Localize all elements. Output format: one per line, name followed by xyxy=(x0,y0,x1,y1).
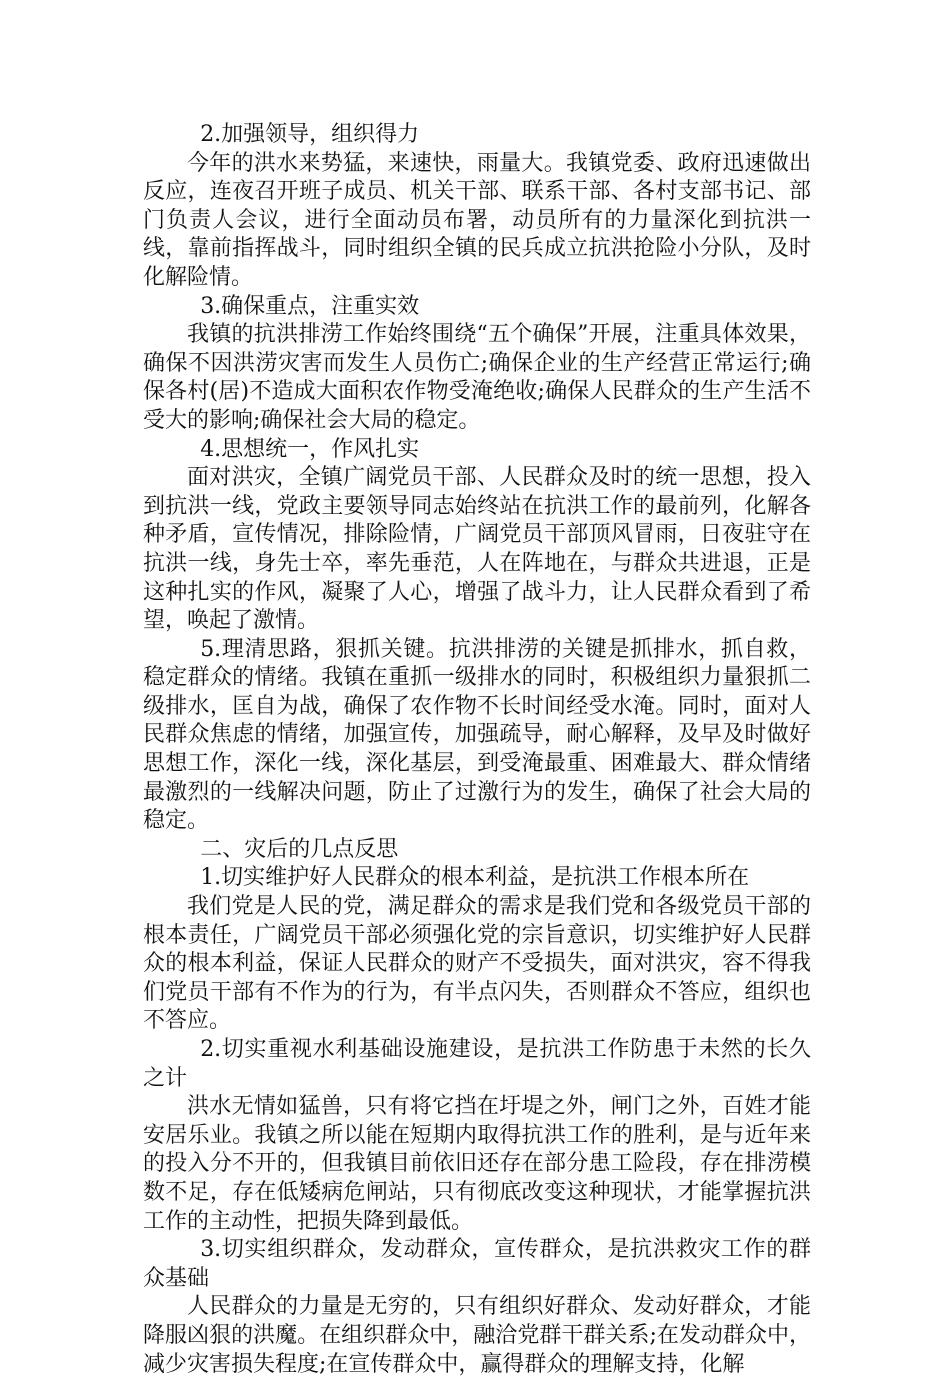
document-body xyxy=(143,121,811,1379)
body-paragraph: 我们党是人民的党，满足群众的需求是我们党和各级党员干部的根本责任，广阔党员干部必须强化党的宗旨意识，切实维护好人民群众的根本利益，保证人民群众的财产不受损失，面对洪灾，容不得我们党员干部有不作为的行为，有半点闪失，否则群众不答应，组织也不答应。 xyxy=(143,894,811,1034)
body-paragraph: 洪水无情如猛兽，只有将它挡在圩堤之外，闸门之外，百姓才能安居乐业。我镇之所以能在短期内取得抗洪工作的胜利，是与近年来的投入分不开的，但我镇目前依旧还存在部分患工险段，存在排涝模数不足，存在低矮病危闸站，只有彻底改变这种现状，才能掌握抗洪工作的主动性，把损失降到最低。 xyxy=(143,1094,811,1234)
section-heading: 二、灾后的几点反思 xyxy=(200,836,399,862)
section-heading: 3.确保重点，注重实效 xyxy=(200,293,420,319)
body-paragraph: 人民群众的力量是无穷的，只有组织好群众、发动好群众，才能降服凶狠的洪魔。在组织群众中，融洽党群干群关系;在发动群众中，减少灾害损失程度;在宣传群众中，赢得群众的理解支持，化解 xyxy=(143,1294,811,1377)
body-paragraph: 5.理清思路，狠抓关键。抗洪排涝的关键是抓排水，抓自救，稳定群众的情绪。我镇在重抓一级排水的同时，积极组织力量狠抓二级排水，匡自为战，确保了农作物不长时间经受水淹。同时，面对人民群众焦虑的情绪，加强宣传，加强疏导，耐心解释，及早及时做好思想工作，深化一线，深化基层，到受淹最重、困难最大、群众情绪最激烈的一线解决问题，防止了过激行为的发生，确保了社会大局的稳定。 xyxy=(143,636,811,834)
section-heading: 1.切实维护好人民群众的根本利益，是抗洪工作根本所在 xyxy=(200,865,750,891)
body-paragraph: 今年的洪水来势猛，来速快，雨量大。我镇党委、政府迅速做出反应，连夜召开班子成员、机关干部、联系干部、各村支部书记、部门负责人会议，进行全面动员布署，动员所有的力量深化到抗洪一线，靠前指挥战斗，同时组织全镇的民兵成立抗洪抢险小分队，及时化解险情。 xyxy=(143,150,811,290)
section-heading: 2.加强领导，组织得力 xyxy=(200,122,420,147)
section-heading: 3.切实组织群众，发动群众，宣传群众，是抗洪救灾工作的群众基础 xyxy=(143,1237,811,1291)
section-heading: 4.思想统一，作风扎实 xyxy=(200,436,420,462)
body-paragraph: 我镇的抗洪排涝工作始终围绕“五个确保”开展，注重具体效果，确保不因洪涝灾害而发生人员伤亡;确保企业的生产经营正常运行;确保各村(居)不造成大面积农作物受淹绝收;确保人民群众的生产生活不受大的影响;确保社会大局的稳定。 xyxy=(143,322,811,433)
section-heading: 2.切实重视水利基础设施建设，是抗洪工作防患于未然的长久之计 xyxy=(143,1037,811,1091)
body-paragraph: 面对洪灾，全镇广阔党员干部、人民群众及时的统一思想，投入到抗洪一线，党政主要领导同志始终站在抗洪工作的最前列，化解各种矛盾，宣传情况，排除险情，广阔党员干部顶风冒雨，日夜驻守在抗洪一线，身先士卒，率先垂范，人在阵地在，与群众共进退，正是这种扎实的作风，凝聚了人心，增强了战斗力，让人民群众看到了希望，唤起了激情。 xyxy=(143,465,811,634)
